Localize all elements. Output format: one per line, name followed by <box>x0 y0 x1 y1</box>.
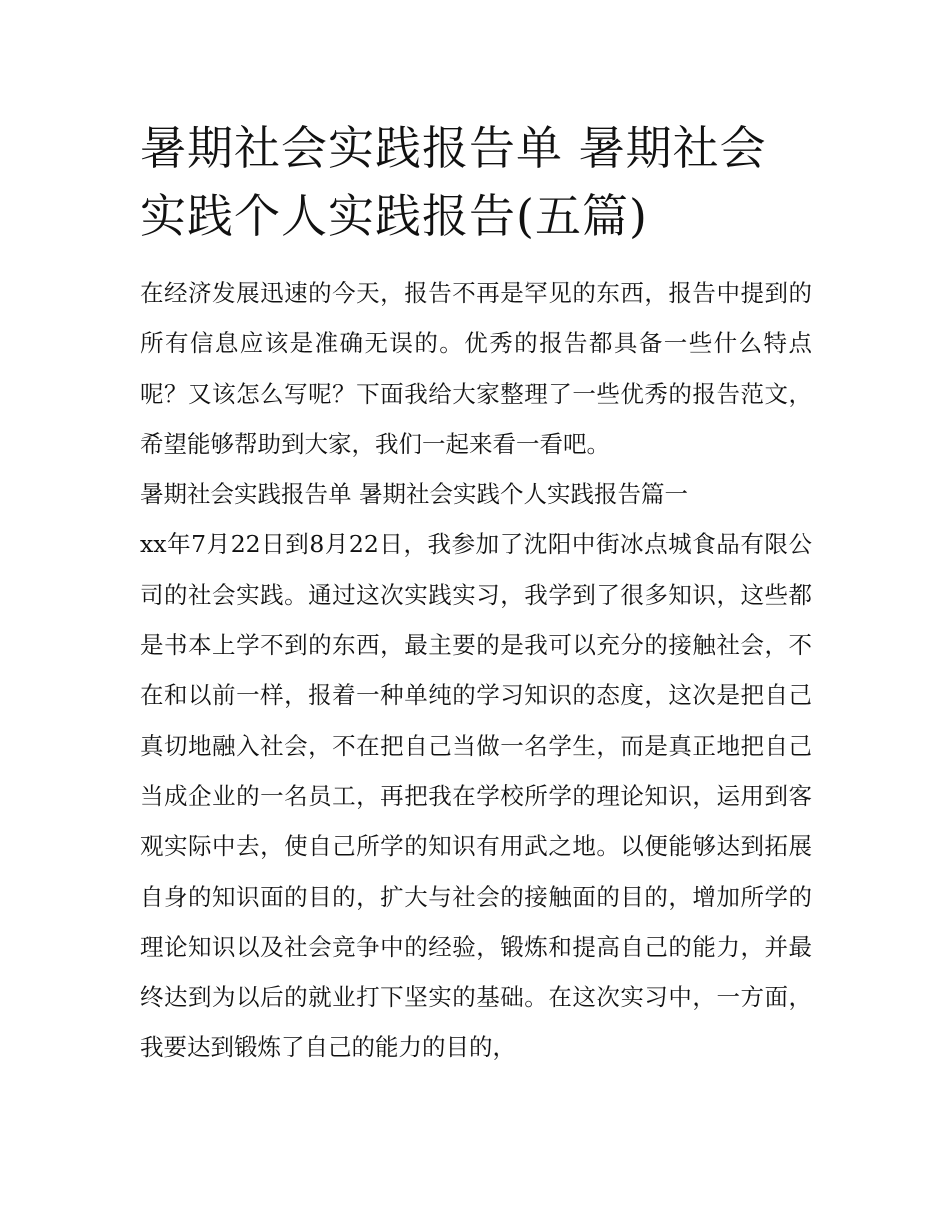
body-paragraph: xx年7月22日到8月22日，我参加了沈阳中街冰点城食品有限公司的社会实践。通过这次实践实习，我学到了很多知识，这些都是书本上学不到的东西，最主要的是我可以充分的接触社会，不在和以前一样，报着一种单纯的学习知识的态度，这次是把自己真切地融入社会，不在把自己当做一名学生，而是真正地把自己当成企业的一名员工，再把我在学校所学的理论知识，运用到客观实际中去，使自己所学的知识有用武之地。以便能够达到拓展自身的知识面的目的，扩大与社会的接触面的目的，增加所学的理论知识以及社会竞争中的经验，锻炼和提高自己的能力，并最终达到为以后的就业打下坚实的基础。在这次实习中，一方面，我要达到锻炼了自己的能力的目的， <box>140 530 812 1062</box>
document-content <box>140 114 812 1073</box>
section-heading: 暑期社会实践报告单 暑期社会实践个人实践报告篇一 <box>140 480 688 509</box>
document-body <box>140 268 812 1073</box>
intro-paragraph: 在经济发展迅速的今天，报告不再是罕见的东西，报告中提到的所有信息应该是准确无误的。优秀的报告都具备一些什么特点呢？又该怎么写呢？下面我给大家整理了一些优秀的报告范文，希望能够帮助到大家，我们一起来看一看吧。 <box>140 279 812 458</box>
document-title: 暑期社会实践报告单 暑期社会实践个人实践报告(五篇) <box>140 121 767 243</box>
